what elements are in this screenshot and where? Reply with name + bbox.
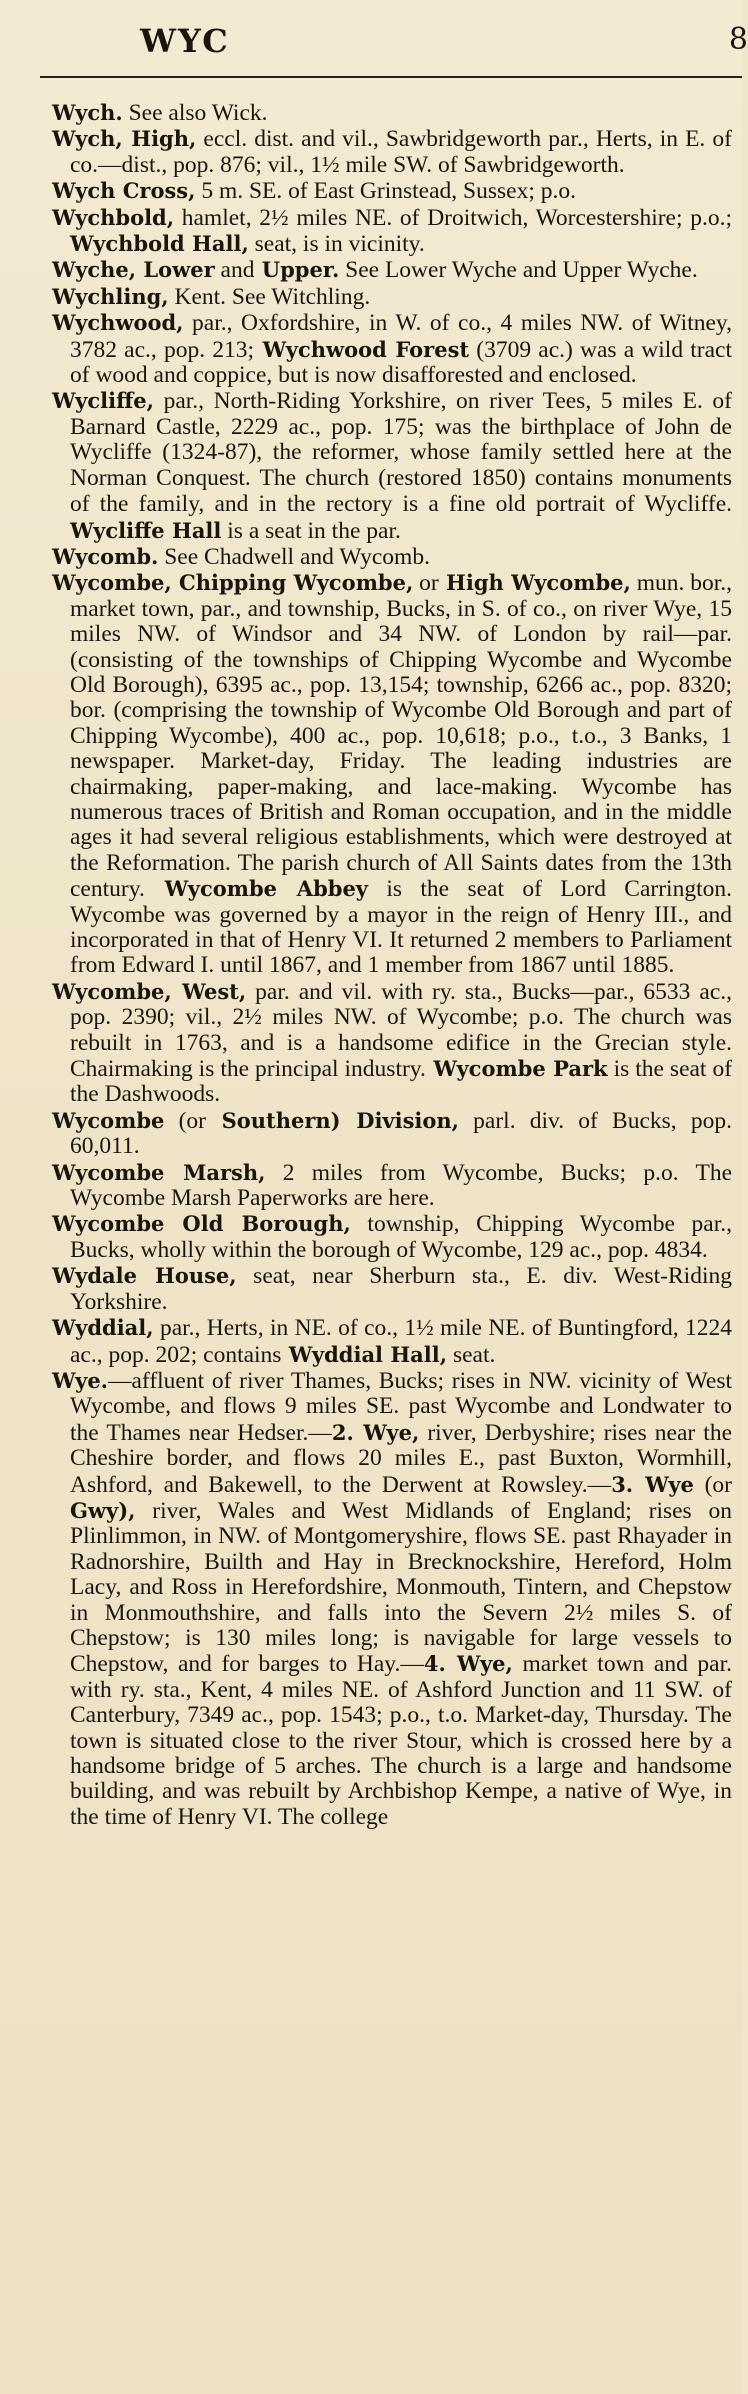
entry-wycomb (52, 544, 732, 570)
entry-text: and (214, 257, 255, 284)
entry-wycombe (52, 570, 732, 979)
entry-text: eccl. dist. and vil., Sawbridgeworth par., Herts, in E. of co.—dist., pop. 876; vil., 1½ mile SW. of Sawbridgeworth. (70, 126, 732, 178)
entry-text: —affluent of river Thames, Bucks; rises in NW. vicinity of West Wycombe, and flows 9 miles SE. past Wycombe and Londwater to the Thames near Hedser.— (70, 1367, 732, 1446)
entry-wycombe-marsh (52, 1160, 732, 1212)
sub-headword: Wychbold Hall, (70, 231, 249, 257)
entry-wychbold (52, 205, 732, 258)
entry-text: (or (164, 1107, 206, 1134)
sub-headword: Gwy), (70, 1497, 136, 1523)
entry-text: See Chadwell and Wycomb. (158, 543, 430, 570)
headword: Wye. (52, 1367, 108, 1393)
entry-wych-cross (52, 178, 732, 204)
headword: Wycombe Old Borough, (52, 1211, 351, 1237)
sub-headword: High Wycombe, (438, 570, 631, 596)
entry-wycombe-west (52, 979, 732, 1108)
page-number: 8 (728, 22, 748, 57)
entry-text: 2 miles from Wycombe, Bucks; p.o. The Wycombe Marsh Paperworks are here. (70, 1159, 732, 1212)
headword: Wycliffe, (52, 388, 154, 414)
entry-wycliffe (52, 388, 732, 543)
headword: Wycombe, West, (52, 978, 247, 1004)
entry-text: market town and par. with ry. sta., Kent, 4 miles NE. of Ashford Junction and 11 SW. of Canterbury, 7349 ac., pop. 1543; p.o., t.o. Market-day, Thursday. The town is situated close to the river Stour, which is crossed here by a handsome bridge of 5 arches. The church is a large and handsome building, and was rebuilt by Archbishop Kempe, a native of Wye, in the time of Henry VI. The college (70, 1651, 733, 1830)
headword: Wychling, (52, 283, 169, 309)
entry-text: par. and vil. with ry. sta., Bucks—par., 6533 ac., pop. 2390; vil., 2½ miles NW. of Wycombe; p.o. The church was rebuilt in 1763, and is a handsome edifice in the Grecian style. Chairmaking is the principal industry. (70, 978, 732, 1083)
entry-text: 5 m. SE. of East Grinstead, Sussex; p.o. (195, 178, 576, 205)
sub-headword: Upper. (254, 257, 340, 283)
headword: Wydale House, (52, 1263, 237, 1289)
sub-headword: 4. Wye, (423, 1651, 513, 1677)
entry-text: Kent. See Witchling. (168, 283, 371, 310)
entry-text: seat, is in vicinity. (248, 231, 425, 258)
entry-wycombe-division (52, 1108, 732, 1160)
headword: Wyddial, (52, 1315, 154, 1341)
sub-headword: 2. Wye, (331, 1419, 420, 1445)
running-head (40, 22, 748, 72)
entry-list (52, 100, 732, 1830)
headword: Wycombe, Chipping Wycombe, (52, 570, 414, 596)
entry-text: hamlet, 2½ miles NE. of Droitwich, Worcestershire; p.o.; (174, 204, 732, 231)
entry-text: seat, near Sherburn sta., E. div. West-Riding Yorkshire. (70, 1263, 732, 1315)
sub-headword: Division, (340, 1107, 459, 1133)
entry-text: par., Herts, in NE. of co., 1½ mile NE. of Buntingford, 1224 ac., pop. 202; contains (70, 1315, 732, 1368)
entry-wycombe-old-borough (52, 1211, 732, 1263)
sub-headword: Wycliffe Hall (70, 517, 222, 543)
entry-wychling (52, 284, 732, 310)
entry-text: is the seat of the Dashwoods. (70, 1056, 733, 1108)
entry-text: or (413, 570, 439, 597)
sub-headword: Wyddial Hall, (281, 1341, 448, 1367)
entry-wyddial (52, 1315, 732, 1368)
entry-text: (3709 ac.) was a wild tract of wood and coppice, but is now disafforested and enclosed. (70, 336, 733, 389)
headword: Wycomb. (52, 543, 159, 569)
page-title: WYC (140, 22, 230, 60)
entry-text: is the seat of Lord Carrington. Wycombe was governed by a mayor in the reign of Henry III., and incorporated in that of Henry VI. It returned 2 members to Parliament from Edward I. until 1867, and 1 member from 1867 until 1885. (70, 876, 732, 979)
entry-text: See Lower Wyche and Upper Wyche. (339, 257, 698, 284)
entry-text: mun. bor., market town, par., and township, Bucks, in S. of co., on river Wye, 15 miles NW. of Windsor and 34 NW. of London by rail—par. (consisting of the townships of Chipping Wycombe and Wycombe Old Borough), 6395 ac., pop. 13,154; township, 6266 ac., pop. 8320; bor. (comprising the township of Wycombe Old Borough and part of Chipping Wycombe), 400 ac., pop. 10,618; p.o., t.o., 3 Banks, 1 newspaper. Market-day, Friday. The leading industries are chairmaking, paper-making, and lace-making. Wycombe has numerous traces of British and Roman occupation, and in the middle ages it had several religious establishments, which were destroyed at the Reformation. The parish church of All Saints dates from the 13th century. (70, 570, 732, 903)
headword: Wycombe (52, 1107, 165, 1133)
entry-text: par., Oxfordshire, in W. of co., 4 miles NW. of Witney, 3782 ac., pop. 213; (70, 310, 732, 363)
sub-headword: Wychwood Forest (254, 336, 470, 362)
entry-text: river, Derbyshire; rises near the Cheshire border, and flows 20 miles E., past Buxton, Wormhill, Ashford, and Bakewell, to the Derwent at Rowsley.— (70, 1419, 732, 1498)
headword: Wych. (52, 100, 123, 125)
headword: Wycombe Marsh, (52, 1159, 266, 1185)
entry-text: river, Wales and West Midlands of England; rises on Plinlimmon, in NW. of Montgomeryshire, flows SE. past Rhayader in Radnorshire, Builth and Hay in Brecknockshire, Hereford, Holm Lacy, and Ross in Herefordshire, Monmouth, Tintern, and Chepstow in Monmouthshire, and falls into the Severn 2½ miles S. of Chepstow; is 130 miles long; is navigable for large vessels to Chepstow, and for barges to Hay.— (70, 1497, 732, 1678)
entry-text: township, Chipping Wycombe par., Bucks, wholly within the borough of Wycombe, 129 ac., pop. 4834. (70, 1211, 732, 1263)
entry-text: parl. div. of Bucks, pop. 60,011. (70, 1107, 732, 1160)
entry-wydale-house (52, 1263, 732, 1315)
sub-headword: Southern) (205, 1107, 341, 1133)
headword: Wyche, Lower (52, 257, 215, 283)
headword: Wych Cross, (52, 178, 196, 204)
headword: Wychwood, (52, 310, 184, 336)
header-rule (40, 76, 742, 78)
entry-text: See also Wick. (122, 100, 268, 126)
entry-text: (or (693, 1471, 733, 1498)
entry-wyche (52, 257, 732, 283)
headword: Wychbold, (52, 204, 175, 230)
entry-wych (52, 100, 732, 126)
headword: Wych, High, (52, 126, 197, 152)
entry-wye (52, 1368, 732, 1830)
entry-wychwood (52, 310, 732, 388)
entry-text: seat. (447, 1341, 496, 1368)
sub-headword: 3. Wye (611, 1471, 694, 1497)
sub-headword: Wycombe Park (425, 1056, 608, 1082)
entry-wych-high (52, 126, 732, 178)
entry-text: is a seat in the par. (221, 517, 401, 544)
entry-text: par., North-Riding Yorkshire, on river Tees, 5 miles E. of Barnard Castle, 2229 ac., pop. 175; was the birthplace of John de Wycliffe (1324-87), the reformer, whose family settled here at the Norman Conquest. The church (restored 1850) contains monuments of the family, and in the rectory is a fine old portrait of Wycliffe. (70, 388, 732, 518)
sub-headword: Wycombe Abbey (144, 876, 369, 902)
